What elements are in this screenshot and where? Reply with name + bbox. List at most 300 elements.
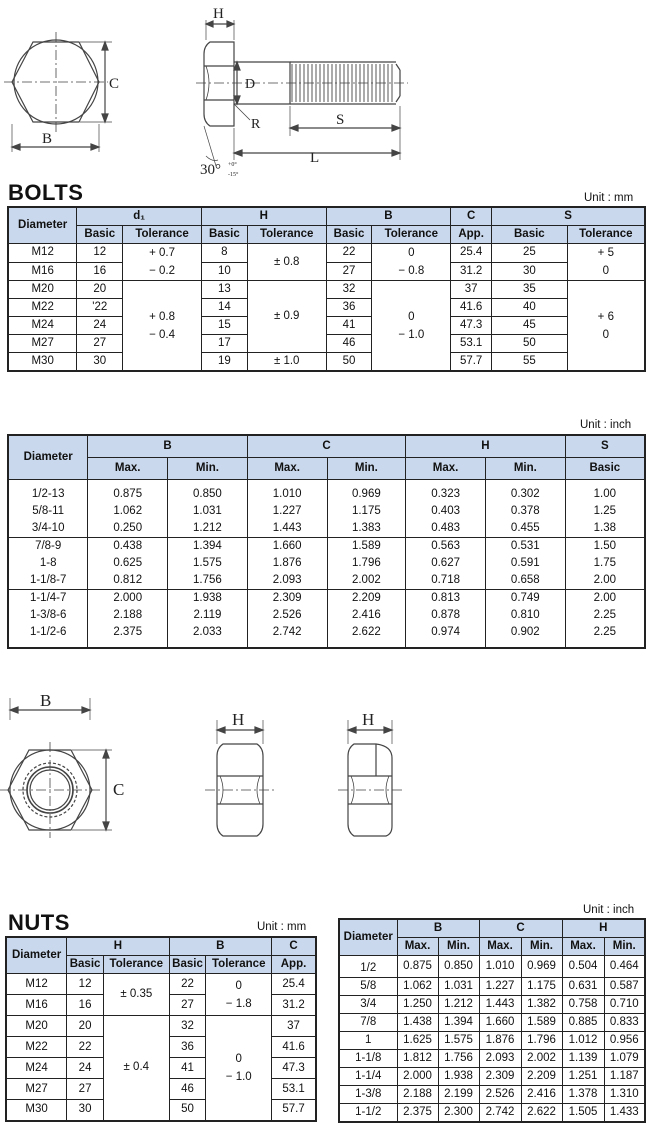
cell-c-max: 1.227 xyxy=(247,503,327,520)
cell-b-max: 0.875 xyxy=(88,479,168,503)
cell-b-max: 2.375 xyxy=(88,624,168,648)
cell-c-min: 1.382 xyxy=(521,996,562,1014)
cell-c: 53.1 xyxy=(451,335,492,353)
tol-line: − 0.2 xyxy=(149,265,176,277)
cell-s: 2.25 xyxy=(565,607,645,624)
cell-c-max: 1.660 xyxy=(247,537,327,555)
sub-max: Max. xyxy=(247,457,327,479)
sub-tolerance: Tolerance xyxy=(247,226,326,244)
cell-c-min: 1.796 xyxy=(327,555,406,572)
table-row xyxy=(6,974,316,995)
table-row xyxy=(8,572,645,590)
table-row xyxy=(8,589,645,607)
cell-h-tol: ± 0.4 xyxy=(103,1016,169,1121)
nuts-inch-unit: Unit : inch xyxy=(583,904,635,916)
sub-basic: Basic xyxy=(201,226,247,244)
col-h: H xyxy=(406,435,565,457)
cell-b-max: 0.875 xyxy=(397,956,438,978)
bolt-label-s: S xyxy=(336,112,345,128)
nuts-inch-table xyxy=(338,918,646,1123)
cell-s: 1.50 xyxy=(565,537,645,555)
cell-c-max: 1.443 xyxy=(479,996,521,1014)
cell-s: 1.25 xyxy=(565,503,645,520)
cell-diameter: M27 xyxy=(6,1079,67,1100)
cell-c-min: 1.175 xyxy=(327,503,406,520)
cell-c-min: 0.969 xyxy=(327,479,406,503)
cell-h-basic: 13 xyxy=(201,281,247,299)
cell-s-basic: 30 xyxy=(492,262,568,281)
cell-b-min: 1.212 xyxy=(438,996,479,1014)
cell-diameter: 1-8 xyxy=(8,555,88,572)
table-row xyxy=(8,299,645,317)
col-c: C xyxy=(451,207,492,226)
cell-s: 1.38 xyxy=(565,520,645,538)
cell-b-min: 1.031 xyxy=(168,503,248,520)
cell-diameter: M16 xyxy=(8,262,77,281)
cell-h-tol: ± 0.8 xyxy=(247,244,326,281)
cell-b-max: 0.438 xyxy=(88,537,168,555)
sub-tolerance: Tolerance xyxy=(103,956,169,974)
table-row xyxy=(8,607,645,624)
col-h: H xyxy=(67,937,169,956)
nut-drawing xyxy=(0,680,650,860)
cell-b-basic: 50 xyxy=(169,1100,206,1121)
cell-c-min: 2.416 xyxy=(521,1086,562,1104)
cell-s-basic: 50 xyxy=(492,335,568,353)
cell-h-min: 0.749 xyxy=(485,589,565,607)
cell-diameter: 1 xyxy=(339,1032,397,1050)
table-row xyxy=(8,520,645,538)
cell-s-tol xyxy=(567,281,645,372)
cell-b-basic: 41 xyxy=(169,1058,206,1079)
cell-c: 37 xyxy=(451,281,492,299)
cell-s: 2.00 xyxy=(565,589,645,607)
cell-diameter: 1-1/8 xyxy=(339,1050,397,1068)
cell-c-min: 1.383 xyxy=(327,520,406,538)
cell-b-min: 1.394 xyxy=(438,1014,479,1032)
cell-h-tol: ± 0.9 xyxy=(247,281,326,353)
bolt-label-r: R xyxy=(251,117,261,132)
col-h: H xyxy=(201,207,326,226)
tol-line: 0 xyxy=(235,979,242,992)
bolts-unit: Unit : mm xyxy=(584,192,634,204)
cell-diameter: M12 xyxy=(8,244,77,263)
nuts-metric-table xyxy=(5,936,317,1122)
cell-d-basic: 16 xyxy=(77,262,123,281)
cell-diameter: 7/8 xyxy=(339,1014,397,1032)
col-s: S xyxy=(565,435,645,457)
cell-diameter: 1-1/8-7 xyxy=(8,572,88,590)
cell-h-min: 1.310 xyxy=(604,1086,645,1104)
tol-line: 0 xyxy=(235,1052,242,1065)
table-row xyxy=(8,353,645,372)
cell-h-min: 1.079 xyxy=(604,1050,645,1068)
cell-diameter: 7/8-9 xyxy=(8,537,88,555)
cell-b-basic: 22 xyxy=(326,244,372,263)
cell-c: 53.1 xyxy=(272,1079,316,1100)
tol-line: − 1.0 xyxy=(225,1070,252,1083)
cell-c-max: 1.443 xyxy=(247,520,327,538)
col-b: B xyxy=(326,207,451,226)
bolt-label-l: L xyxy=(310,150,320,166)
cell-h-basic: 22 xyxy=(67,1037,104,1058)
cell-c: 31.2 xyxy=(451,262,492,281)
tol-line: + 0.7 xyxy=(149,247,176,259)
cell-h-min: 1.187 xyxy=(604,1068,645,1086)
cell-h-min: 0.591 xyxy=(485,555,565,572)
table-row xyxy=(339,1032,645,1050)
tol-line: 0 xyxy=(602,328,610,341)
cell-diameter: M27 xyxy=(8,335,77,353)
cell-c-min: 2.209 xyxy=(521,1068,562,1086)
bolts-inch-unit: Unit : inch xyxy=(580,419,632,431)
cell-c-min: 0.969 xyxy=(521,956,562,978)
cell-b-max: 2.000 xyxy=(397,1068,438,1086)
cell-b-tol xyxy=(206,1016,272,1121)
table-row xyxy=(8,555,645,572)
sub-max: Max. xyxy=(397,938,438,956)
cell-b-min: 1.575 xyxy=(438,1032,479,1050)
sub-max: Max. xyxy=(88,457,168,479)
cell-b-max: 2.000 xyxy=(88,589,168,607)
sub-min: Min. xyxy=(521,938,562,956)
bolt-label-d: D xyxy=(245,77,256,92)
cell-h-tol: ± 0.35 xyxy=(103,974,169,1016)
cell-h-min: 0.956 xyxy=(604,1032,645,1050)
cell-b-tol xyxy=(372,244,451,281)
cell-s: 1.00 xyxy=(565,479,645,503)
tol-line: 0 xyxy=(408,247,415,259)
cell-s: 1.75 xyxy=(565,555,645,572)
cell-b-basic: 41 xyxy=(326,317,372,335)
cell-b-min: 1.938 xyxy=(438,1068,479,1086)
bolts-title: BOLTS xyxy=(8,180,84,205)
cell-b-basic: 36 xyxy=(326,299,372,317)
cell-diameter: 1-1/4 xyxy=(339,1068,397,1086)
cell-b-max: 1.438 xyxy=(397,1014,438,1032)
nuts-title: NUTS xyxy=(8,910,70,935)
cell-b-max: 0.625 xyxy=(88,555,168,572)
cell-b-min: 1.394 xyxy=(168,537,248,555)
col-diameter: Diameter xyxy=(8,435,88,479)
cell-b-basic: 27 xyxy=(326,262,372,281)
cell-h-max: 1.378 xyxy=(562,1086,604,1104)
cell-h-basic: 24 xyxy=(67,1058,104,1079)
nuts-unit: Unit : mm xyxy=(257,921,307,933)
sub-basic: Basic xyxy=(565,457,645,479)
cell-h-max: 0.323 xyxy=(406,479,486,503)
cell-b-min: 2.300 xyxy=(438,1104,479,1123)
cell-diameter: M20 xyxy=(6,1016,67,1037)
cell-d-tol xyxy=(123,281,202,372)
col-h: H xyxy=(562,919,645,938)
cell-b-basic: 36 xyxy=(169,1037,206,1058)
cell-b-basic: 46 xyxy=(326,335,372,353)
table-row xyxy=(8,317,645,335)
cell-h-basic: 12 xyxy=(67,974,104,995)
cell-h-basic: 15 xyxy=(201,317,247,335)
cell-c-min: 2.209 xyxy=(327,589,406,607)
cell-d-basic: 12 xyxy=(77,244,123,263)
cell-c-min: 1.589 xyxy=(327,537,406,555)
table-row xyxy=(8,335,645,353)
cell-d-basic: '22 xyxy=(77,299,123,317)
cell-h-min: 0.378 xyxy=(485,503,565,520)
cell-b-min: 1.212 xyxy=(168,520,248,538)
cell-h-basic: 17 xyxy=(201,335,247,353)
cell-c-max: 2.093 xyxy=(479,1050,521,1068)
sub-basic: Basic xyxy=(169,956,206,974)
bolt-angle-tol-plus: +0° xyxy=(228,162,237,168)
cell-diameter: 1-3/8-6 xyxy=(8,607,88,624)
sub-min: Min. xyxy=(327,457,406,479)
cell-b-basic: 22 xyxy=(169,974,206,995)
col-b: B xyxy=(397,919,479,938)
cell-diameter: M16 xyxy=(6,995,67,1016)
nut-label-c: C xyxy=(113,780,125,799)
cell-h-min: 0.464 xyxy=(604,956,645,978)
cell-diameter: 1-1/2 xyxy=(339,1104,397,1123)
cell-h-min: 0.658 xyxy=(485,572,565,590)
cell-diameter: 1-3/8 xyxy=(339,1086,397,1104)
cell-h-min: 0.810 xyxy=(485,607,565,624)
cell-c: 57.7 xyxy=(451,353,492,372)
cell-d-basic: 24 xyxy=(77,317,123,335)
cell-b-min: 1.756 xyxy=(438,1050,479,1068)
cell-b-min: 0.850 xyxy=(168,479,248,503)
cell-diameter: 3/4 xyxy=(339,996,397,1014)
cell-d-basic: 27 xyxy=(77,335,123,353)
cell-h-max: 0.974 xyxy=(406,624,486,648)
cell-c-max: 1.660 xyxy=(479,1014,521,1032)
cell-h-basic: 27 xyxy=(67,1079,104,1100)
cell-c-min: 2.622 xyxy=(327,624,406,648)
tol-line: + 5 xyxy=(597,247,614,259)
cell-diameter: 3/4-10 xyxy=(8,520,88,538)
cell-h-basic: 30 xyxy=(67,1100,104,1121)
cell-b-max: 0.812 xyxy=(88,572,168,590)
cell-s-basic: 40 xyxy=(492,299,568,317)
cell-b-basic: 27 xyxy=(169,995,206,1016)
col-b: B xyxy=(169,937,271,956)
cell-b-max: 2.188 xyxy=(88,607,168,624)
cell-h-max: 0.403 xyxy=(406,503,486,520)
cell-b-max: 0.250 xyxy=(88,520,168,538)
cell-h-max: 0.563 xyxy=(406,537,486,555)
sub-min: Min. xyxy=(485,457,565,479)
cell-h-basic: 14 xyxy=(201,299,247,317)
cell-s-basic: 55 xyxy=(492,353,568,372)
cell-b-max: 2.375 xyxy=(397,1104,438,1123)
table-row xyxy=(8,503,645,520)
cell-b-max: 1.625 xyxy=(397,1032,438,1050)
col-c: C xyxy=(479,919,562,938)
table-row xyxy=(339,1104,645,1123)
bolts-metric-table xyxy=(7,206,646,372)
cell-diameter: 1-1/4-7 xyxy=(8,589,88,607)
cell-c-max: 2.526 xyxy=(479,1086,521,1104)
cell-diameter: M22 xyxy=(6,1037,67,1058)
cell-s-basic: 45 xyxy=(492,317,568,335)
cell-c-max: 2.526 xyxy=(247,607,327,624)
cell-b-min: 1.938 xyxy=(168,589,248,607)
cell-diameter: M30 xyxy=(6,1100,67,1121)
cell-h-basic: 10 xyxy=(201,262,247,281)
cell-c-min: 1.175 xyxy=(521,978,562,996)
cell-b-max: 1.062 xyxy=(397,978,438,996)
cell-b-basic: 50 xyxy=(326,353,372,372)
cell-diameter: M22 xyxy=(8,299,77,317)
cell-c-max: 2.742 xyxy=(247,624,327,648)
sub-max: Max. xyxy=(479,938,521,956)
cell-diameter: 1/2 xyxy=(339,956,397,978)
sub-basic: Basic xyxy=(67,956,104,974)
cell-h-max: 0.758 xyxy=(562,996,604,1014)
bolt-angle-tol-minus: -15° xyxy=(228,172,239,178)
cell-b-tol xyxy=(372,281,451,372)
cell-h-min: 1.433 xyxy=(604,1104,645,1123)
cell-c-max: 1.227 xyxy=(479,978,521,996)
cell-c-max: 2.093 xyxy=(247,572,327,590)
cell-c-max: 2.309 xyxy=(247,589,327,607)
cell-b-min: 1.756 xyxy=(168,572,248,590)
cell-h-max: 0.631 xyxy=(562,978,604,996)
cell-h-max: 0.504 xyxy=(562,956,604,978)
cell-h-min: 0.302 xyxy=(485,479,565,503)
tol-line: − 1.8 xyxy=(225,997,252,1010)
cell-diameter: M12 xyxy=(6,974,67,995)
cell-b-min: 2.199 xyxy=(438,1086,479,1104)
cell-c-min: 1.589 xyxy=(521,1014,562,1032)
bolts-inch-table xyxy=(7,434,646,649)
cell-d-tol xyxy=(123,244,202,281)
col-diameter: Diameter xyxy=(8,207,77,244)
table-row xyxy=(339,1086,645,1104)
sub-tolerance: Tolerance xyxy=(206,956,272,974)
tol-line: 0 xyxy=(602,265,610,277)
nut-label-h1: H xyxy=(232,710,245,729)
cell-diameter: 1/2-13 xyxy=(8,479,88,503)
cell-c-min: 2.416 xyxy=(327,607,406,624)
bolt-label-c: C xyxy=(109,76,120,92)
cell-c-max: 1.010 xyxy=(479,956,521,978)
cell-h-min: 0.455 xyxy=(485,520,565,538)
table-row xyxy=(8,537,645,555)
tol-line: + 6 xyxy=(597,310,614,323)
table-row xyxy=(8,262,645,281)
cell-h-min: 0.710 xyxy=(604,996,645,1014)
cell-diameter: 5/8 xyxy=(339,978,397,996)
table-row xyxy=(339,978,645,996)
cell-c: 41.6 xyxy=(451,299,492,317)
cell-b-max: 1.250 xyxy=(397,996,438,1014)
cell-b-min: 2.119 xyxy=(168,607,248,624)
cell-c-max: 2.742 xyxy=(479,1104,521,1123)
cell-h-tol: ± 1.0 xyxy=(247,353,326,372)
cell-c-max: 1.876 xyxy=(479,1032,521,1050)
cell-h-max: 0.813 xyxy=(406,589,486,607)
table-row xyxy=(339,1068,645,1086)
cell-b-basic: 32 xyxy=(169,1016,206,1037)
tol-line: 0 xyxy=(408,310,415,323)
nut-label-h2: H xyxy=(362,710,375,729)
cell-h-basic: 20 xyxy=(67,1016,104,1037)
tol-line: + 0.8 xyxy=(149,310,176,323)
sub-basic: Basic xyxy=(492,226,568,244)
col-diameter: Diameter xyxy=(6,937,67,974)
table-row xyxy=(339,956,645,978)
cell-diameter: M24 xyxy=(6,1058,67,1079)
cell-s: 2.00 xyxy=(565,572,645,590)
cell-h-max: 1.251 xyxy=(562,1068,604,1086)
cell-d-basic: 20 xyxy=(77,281,123,299)
cell-diameter: 5/8-11 xyxy=(8,503,88,520)
cell-b-max: 1.812 xyxy=(397,1050,438,1068)
cell-s-tol xyxy=(567,244,645,281)
cell-b-tol xyxy=(206,974,272,1016)
sub-basic: Basic xyxy=(326,226,372,244)
cell-h-max: 1.505 xyxy=(562,1104,604,1123)
cell-b-max: 2.188 xyxy=(397,1086,438,1104)
bolt-angle: 30° xyxy=(200,162,221,178)
cell-b-min: 0.850 xyxy=(438,956,479,978)
cell-c-min: 1.796 xyxy=(521,1032,562,1050)
sub-app: App. xyxy=(451,226,492,244)
table-row xyxy=(8,479,645,503)
col-c: C xyxy=(247,435,405,457)
table-row xyxy=(6,1016,316,1037)
cell-b-basic: 32 xyxy=(326,281,372,299)
cell-c-min: 2.002 xyxy=(521,1050,562,1068)
table-row xyxy=(8,281,645,299)
cell-b-basic: 46 xyxy=(169,1079,206,1100)
cell-c: 57.7 xyxy=(272,1100,316,1121)
sub-max: Max. xyxy=(406,457,486,479)
tol-line: − 0.4 xyxy=(149,328,176,341)
cell-h-basic: 16 xyxy=(67,995,104,1016)
bolt-label-b: B xyxy=(42,131,53,147)
cell-h-max: 1.012 xyxy=(562,1032,604,1050)
sub-min: Min. xyxy=(168,457,248,479)
bolt-label-h: H xyxy=(213,6,224,22)
cell-b-min: 2.033 xyxy=(168,624,248,648)
cell-c: 47.3 xyxy=(451,317,492,335)
sub-tolerance: Tolerance xyxy=(123,226,202,244)
cell-c-min: 2.002 xyxy=(327,572,406,590)
bolt-head-side xyxy=(204,42,234,126)
cell-h-max: 0.483 xyxy=(406,520,486,538)
sub-tolerance: Tolerance xyxy=(372,226,451,244)
tol-line: − 0.8 xyxy=(398,265,425,277)
table-row xyxy=(8,244,645,263)
sub-max: Max. xyxy=(562,938,604,956)
sub-basic: Basic xyxy=(77,226,123,244)
cell-h-min: 0.587 xyxy=(604,978,645,996)
table-row xyxy=(8,624,645,648)
cell-d-basic: 30 xyxy=(77,353,123,372)
cell-h-basic: 8 xyxy=(201,244,247,263)
cell-h-basic: 19 xyxy=(201,353,247,372)
cell-s-basic: 25 xyxy=(492,244,568,263)
cell-c-min: 2.622 xyxy=(521,1104,562,1123)
col-d1: d₁ xyxy=(77,207,202,226)
col-diameter: Diameter xyxy=(339,919,397,956)
cell-h-max: 1.139 xyxy=(562,1050,604,1068)
sub-min: Min. xyxy=(604,938,645,956)
cell-h-min: 0.902 xyxy=(485,624,565,648)
cell-b-min: 1.031 xyxy=(438,978,479,996)
cell-c-max: 1.876 xyxy=(247,555,327,572)
